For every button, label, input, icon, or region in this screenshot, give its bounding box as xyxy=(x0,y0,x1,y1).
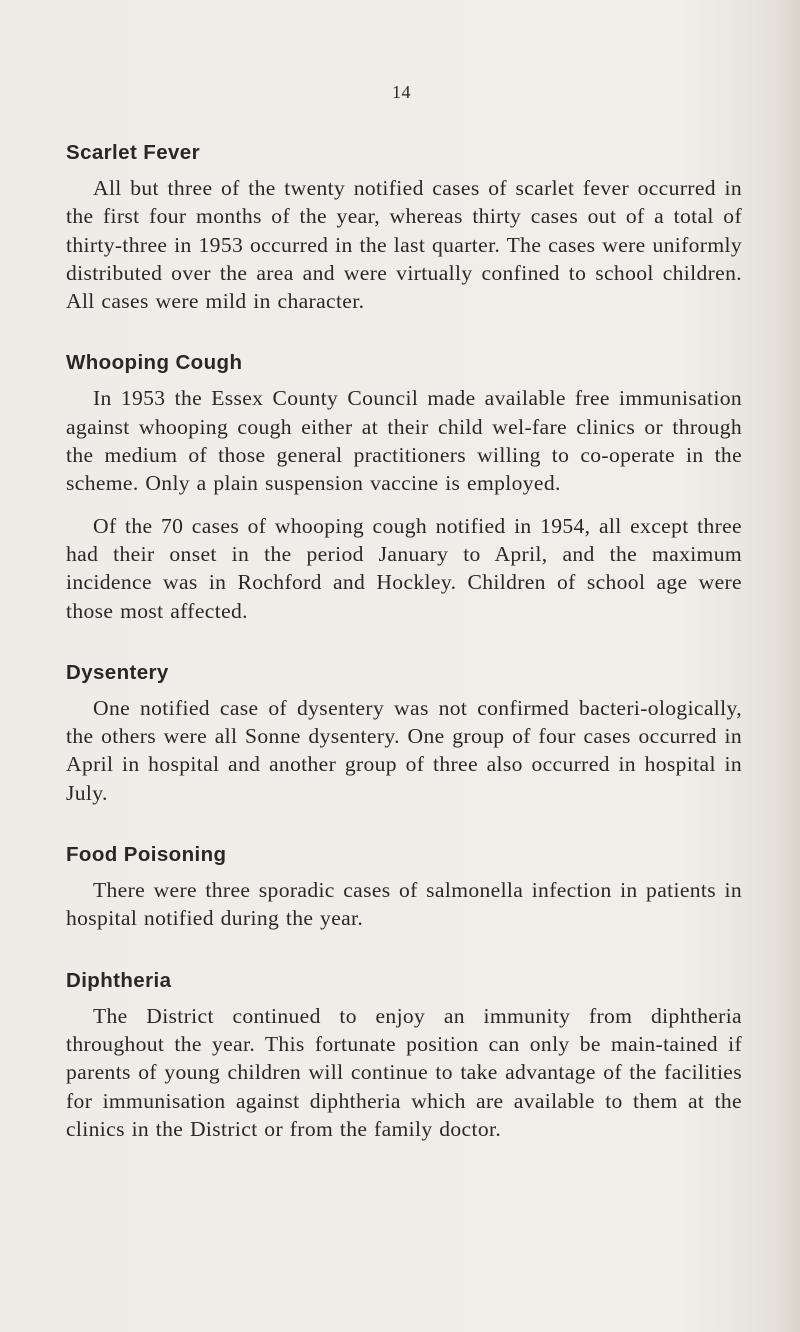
section-whooping-cough xyxy=(66,348,742,624)
section-food-poisoning xyxy=(66,840,742,933)
section-paragraph: There were three sporadic cases of salmonella infection in patients in hospital notified during the year. xyxy=(66,878,742,931)
section-paragraph: Of the 70 cases of whooping cough notified in 1954, all except three had their onset in the period January to April, and the maximum incidence was in Rochford and Hockley. Children of school age were those most affected. xyxy=(66,513,742,623)
page-number: 14 xyxy=(392,82,411,102)
section-heading: Whooping Cough xyxy=(66,351,243,375)
section-scarlet-fever xyxy=(66,138,742,315)
section-paragraph: One notified case of dysentery was not confirmed bacteri-ologically, the others were all Sonne dysentery. One group of four cases occurred in April in hospital and another group of three also occurred in hospital in July. xyxy=(66,695,742,805)
section-diphtheria xyxy=(66,966,742,1143)
section-paragraph: All but three of the twenty notified cases of scarlet fever occurred in the first four months of the year, whereas thirty cases out of a total of thirty-three in 1953 occurred in the last quarter. The cases were uniformly distributed over the area and were virtually confined to school children. All cases were mild in character. xyxy=(66,176,742,314)
section-heading: Food Poisoning xyxy=(66,843,227,867)
section-heading: Diphtheria xyxy=(66,968,172,992)
section-heading: Scarlet Fever xyxy=(66,141,200,164)
section-dysentery xyxy=(66,658,742,807)
section-heading: Dysentery xyxy=(66,660,169,684)
page-content xyxy=(66,138,742,1176)
section-paragraph: The District continued to enjoy an immunity from diphtheria throughout the year. This fortunate position can only be main-tained if parents of young children will continue to take advantage of the facilities for immunisation against diphtheria which are available to them at the clinics in the District or from the family doctor. xyxy=(66,1003,742,1141)
section-paragraph: In 1953 the Essex County Council made available free immunisation against whooping cough either at their child wel-fare clinics or through the medium of those general practitioners willing to co-operate in the scheme. Only a plain suspension vaccine is employed. xyxy=(66,386,742,496)
